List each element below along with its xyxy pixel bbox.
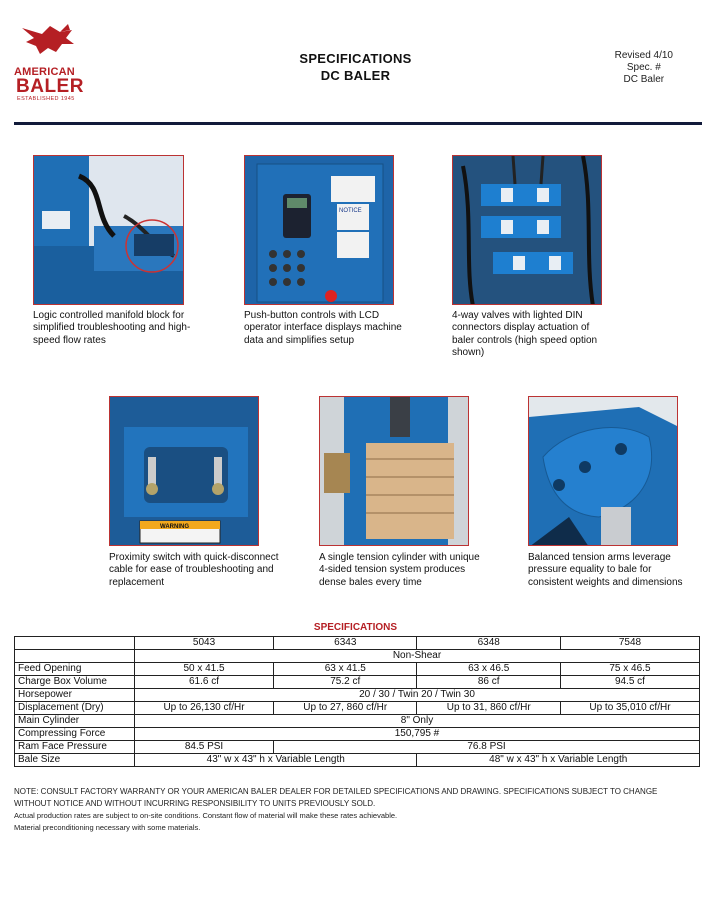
table-row-charge-box — [15, 676, 700, 689]
specifications-table — [14, 636, 700, 767]
revision-date: Revised 4/10 — [614, 50, 673, 61]
table-cell: 43" w x 43" h x Variable Length — [135, 754, 417, 767]
model-7548: 7548 — [560, 637, 699, 650]
table-row-type — [15, 650, 700, 663]
table-row-main-cylinder — [15, 715, 700, 728]
footer-notes — [14, 786, 694, 834]
logo-text-american: AMERICAN — [14, 66, 75, 78]
page-header — [0, 0, 711, 125]
table-cell: 84.5 PSI — [135, 741, 274, 754]
row-label: Bale Size — [15, 754, 135, 767]
photo-4-way-valves — [452, 155, 602, 305]
table-cell: 50 x 41.5 — [135, 663, 274, 676]
table-cell — [15, 637, 135, 650]
table-row-feed-opening — [15, 663, 700, 676]
table-cell: 76.8 PSI — [274, 741, 700, 754]
type-non-shear: Non-Shear — [135, 650, 700, 663]
table-cell: Up to 35,010 cf/Hr — [560, 702, 699, 715]
table-row-compressing-force — [15, 728, 700, 741]
table-cell — [15, 650, 135, 663]
note-production-rates: Actual production rates are subject to on-site conditions. Constant flow of material will make these rates achievable. — [14, 811, 398, 820]
table-cell: Up to 27, 860 cf/Hr — [274, 702, 417, 715]
row-label: Displacement (Dry) — [15, 702, 135, 715]
photo-push-button-controls — [244, 155, 394, 305]
row-label: Charge Box Volume — [15, 676, 135, 689]
table-cell: 86 cf — [417, 676, 560, 689]
row-label: Main Cylinder — [15, 715, 135, 728]
table-cell: 63 x 46.5 — [417, 663, 560, 676]
row-label: Feed Opening — [15, 663, 135, 676]
photo-tension-cylinder — [319, 396, 469, 546]
note-warranty: NOTE: CONSULT FACTORY WARRANTY OR YOUR AMERICAN BALER DEALER FOR DETAILED SPECIFICATIONS AND DRAWING. SPECIFICATIONS SUBJECT TO CHANGE WITHOUT NOTICE AND WITHOUT INCURRING RESPONSIBILITY TO UNITS PREVIOUSLY SOLD. — [14, 787, 658, 808]
caption-push-button-controls: Push-button controls with LCD operator interface displays machine data and simplifies setup — [244, 310, 402, 346]
model-6343: 6343 — [274, 637, 417, 650]
title-line-1: SPECIFICATIONS — [299, 51, 412, 66]
table-cell: 20 / 30 / Twin 20 / Twin 30 — [135, 689, 700, 702]
page-title — [0, 50, 711, 84]
spec-label: Spec. # — [626, 62, 661, 73]
note-preconditioning: Material preconditioning necessary with some materials. — [14, 823, 201, 832]
specifications-heading: SPECIFICATIONS — [313, 622, 398, 633]
row-label: Ram Face Pressure — [15, 741, 135, 754]
caption-4-way-valves: 4-way valves with lighted DIN connectors display actuation of baler controls (high speed option shown) — [452, 310, 598, 359]
table-cell: 61.6 cf — [135, 676, 274, 689]
photo-manifold-block — [33, 155, 184, 305]
model-6348: 6348 — [417, 637, 560, 650]
table-cell: Up to 31, 860 cf/Hr — [417, 702, 560, 715]
table-cell: 150,795 # — [135, 728, 700, 741]
table-cell: 75.2 cf — [274, 676, 417, 689]
caption-manifold-block: Logic controlled manifold block for simplified troubleshooting and high-speed flow rates — [33, 310, 191, 346]
table-cell: 8" Only — [135, 715, 700, 728]
photo-proximity-switch — [109, 396, 259, 546]
logo-text-established: ESTABLISHED 1945 — [17, 96, 75, 102]
table-row-ram-face — [15, 741, 700, 754]
row-label: Compressing Force — [15, 728, 135, 741]
title-line-2: DC BALER — [320, 68, 391, 83]
table-row-displacement — [15, 702, 700, 715]
table-cell: 63 x 41.5 — [274, 663, 417, 676]
header-divider — [14, 122, 702, 125]
model-5043: 5043 — [135, 637, 274, 650]
caption-tension-arms: Balanced tension arms leverage pressure equality to bale for consistent weights and dimensions — [528, 552, 683, 588]
caption-proximity-switch: Proximity switch with quick-disconnect cable for ease of troubleshooting and replacement — [109, 552, 279, 588]
table-row-bale-size — [15, 754, 700, 767]
caption-tension-cylinder: A single tension cylinder with unique 4-sided tension system produces dense bales every time — [319, 552, 480, 588]
notice-sign-text: NOTICE — [339, 208, 362, 214]
row-label: Horsepower — [15, 689, 135, 702]
warning-sign-text: WARNING — [160, 524, 189, 530]
photo-tension-arms — [528, 396, 678, 546]
table-row-horsepower — [15, 689, 700, 702]
table-cell: 75 x 46.5 — [560, 663, 699, 676]
spec-value: DC Baler — [623, 74, 665, 85]
table-cell: 48" w x 43" h x Variable Length — [417, 754, 700, 767]
table-row-models — [15, 637, 700, 650]
logo-text-baler: BALER — [16, 76, 84, 97]
table-cell: Up to 26,130 cf/Hr — [135, 702, 274, 715]
table-cell: 94.5 cf — [560, 676, 699, 689]
revision-block — [615, 50, 673, 86]
